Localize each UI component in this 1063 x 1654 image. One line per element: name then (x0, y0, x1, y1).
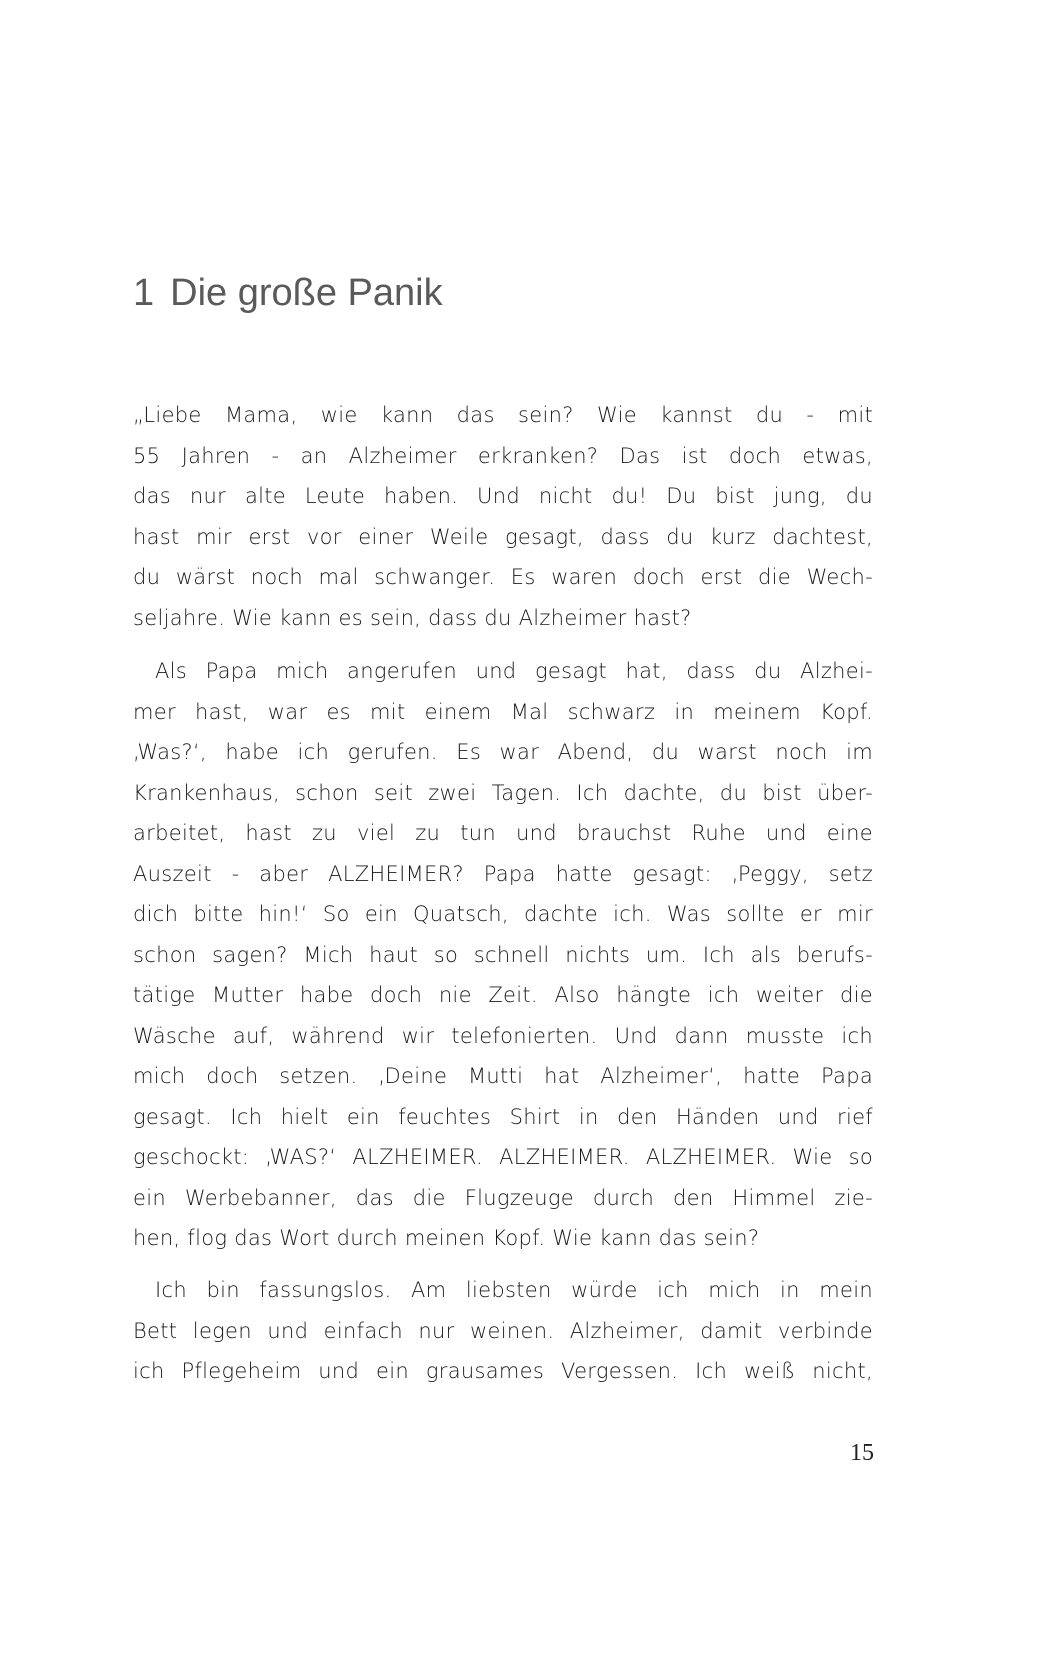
text-line: mich doch setzen. ‚Deine Mutti hat Alzheimer‘, hatte Papa (133, 1064, 873, 1088)
paragraph-3 (133, 1270, 873, 1392)
text-line: schon sagen? Mich haut so schnell nichts um. Ich als berufs- (133, 942, 873, 967)
text-line: du wärst noch mal schwanger. Es waren doch erst die Wech- (133, 565, 873, 589)
text-line: dich bitte hin!‘ So ein Quatsch, dachte ich. Was sollte er mir (133, 902, 873, 926)
text-line: Wäsche auf, während wir telefonierten. Und dann musste ich (133, 1023, 873, 1048)
text-line: Ich bin fassungslos. Am liebsten würde ich mich in mein (155, 1278, 873, 1302)
text-line: arbeitet, hast zu viel zu tun und brauchst Ruhe und eine (133, 821, 873, 845)
text-line: mer hast, war es mit einem Mal schwarz in meinem Kopf. (133, 699, 873, 724)
text-line: ich Pflegeheim und ein grausames Vergessen. Ich weiß nicht, (133, 1359, 873, 1383)
paragraph-2 (133, 651, 873, 1259)
chapter-heading (133, 272, 443, 315)
chapter-number: 1 (133, 272, 155, 314)
text-line: das nur alte Leute haben. Und nicht du! Du bist jung, du (133, 484, 873, 508)
paragraph-1 (133, 395, 873, 638)
text-line: seljahre. Wie kann es sein, dass du Alzheimer hast? (133, 605, 692, 630)
chapter-title: Die große Panik (170, 272, 443, 314)
text-line: hen, flog das Wort durch meinen Kopf. Wie kann das sein? (133, 1226, 760, 1250)
text-line: 55 Jahren - an Alzheimer erkranken? Das ist doch etwas, (133, 443, 873, 468)
text-line: hast mir erst vor einer Weile gesagt, dass du kurz dachtest, (133, 524, 873, 549)
text-line: gesagt. Ich hielt ein feuchtes Shirt in den Händen und rief (133, 1104, 873, 1129)
text-line: Krankenhaus, schon seit zwei Tagen. Ich dachte, du bist über- (133, 780, 873, 805)
text-line: „Liebe Mama, wie kann das sein? Wie kannst du - mit (133, 403, 873, 427)
text-line: ‚Was?‘, habe ich gerufen. Es war Abend, du warst noch im (133, 740, 873, 764)
text-line: Auszeit - aber ALZHEIMER? Papa hatte gesagt: ‚Peggy, setz (133, 861, 873, 886)
text-line: ein Werbebanner, das die Flugzeuge durch den Himmel zie- (133, 1185, 873, 1210)
text-line: Bett legen und einfach nur weinen. Alzheimer, damit verbinde (133, 1318, 873, 1343)
text-line: tätige Mutter habe doch nie Zeit. Also hängte ich weiter die (133, 983, 873, 1007)
text-line: Als Papa mich angerufen und gesagt hat, dass du Alzhei- (155, 659, 873, 683)
text-line: geschockt: ‚WAS?‘ ALZHEIMER. ALZHEIMER. ALZHEIMER. Wie so (133, 1145, 873, 1169)
page-number: 15 (850, 1440, 874, 1466)
